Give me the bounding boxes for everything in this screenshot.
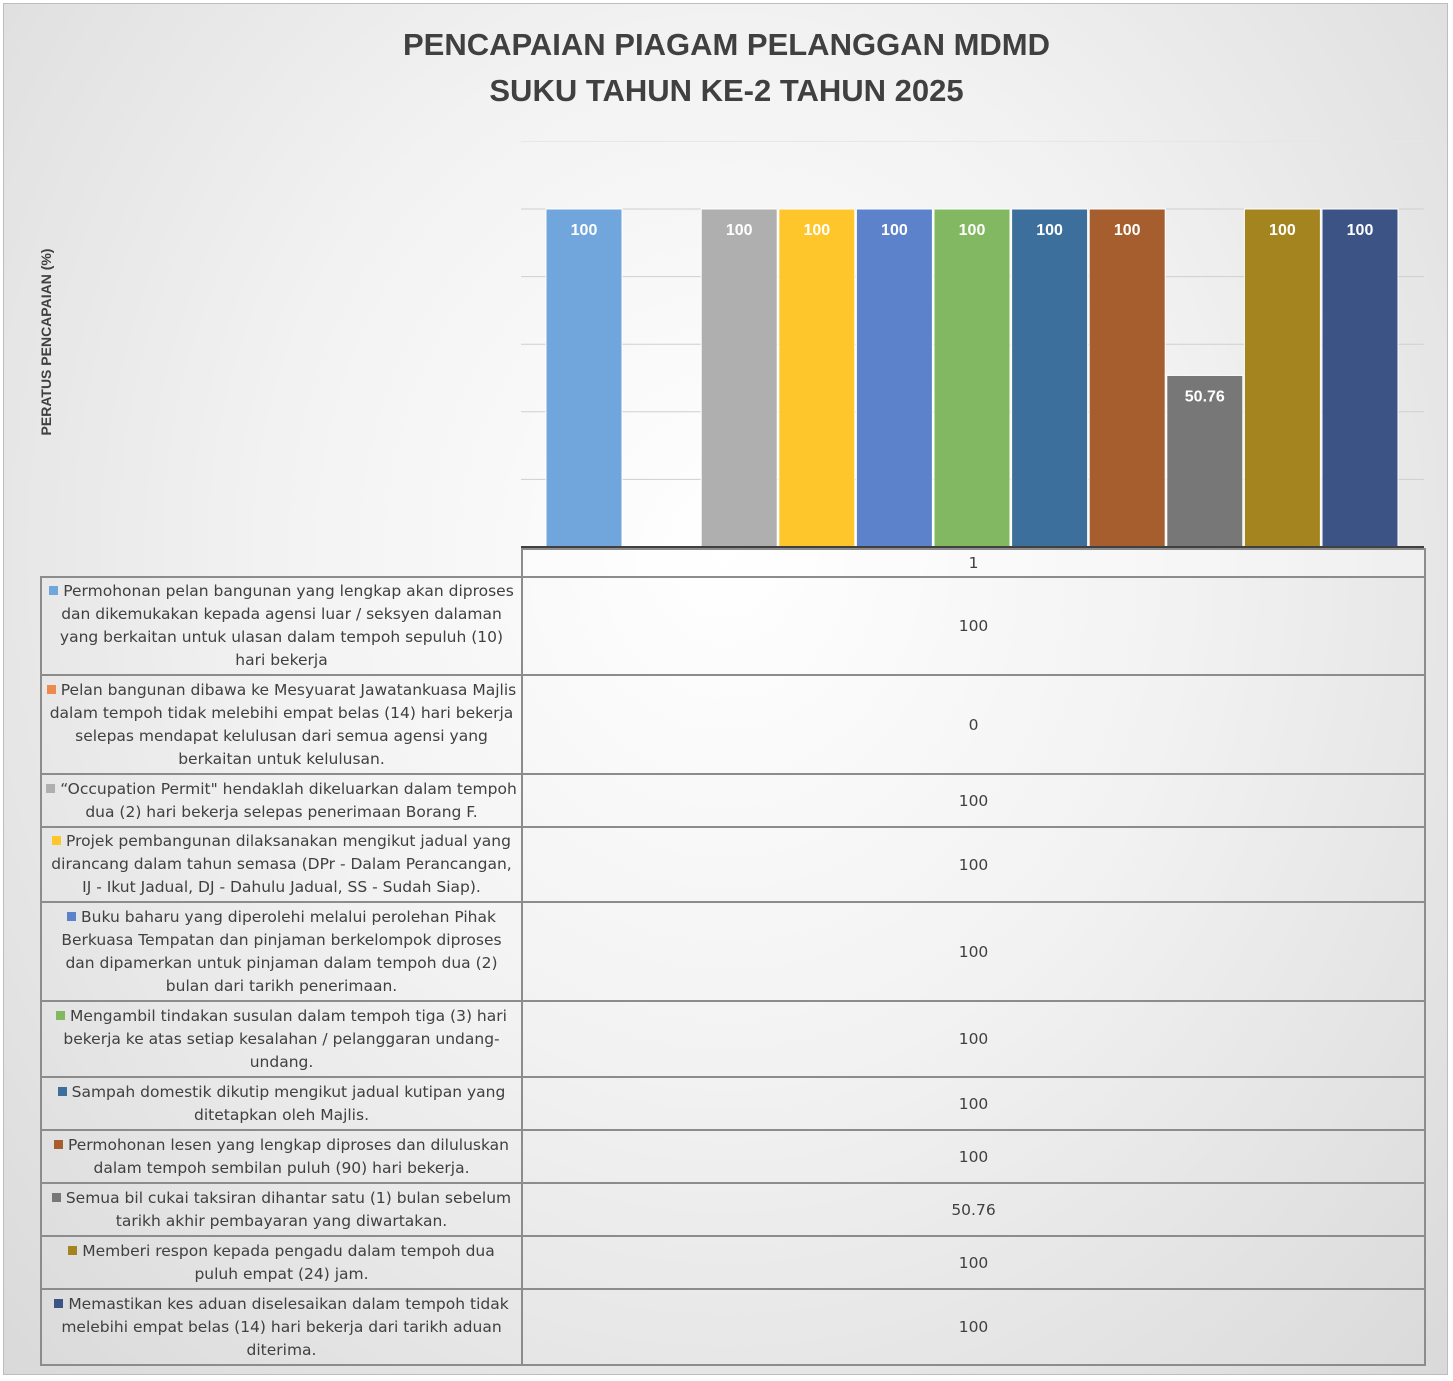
bar-value-label: 100 bbox=[958, 222, 986, 239]
series-name: Semua bil cukai taksiran dihantar satu (1) bulan sebelum tarikh akhir pembayaran yang diwartakan. bbox=[65, 1188, 512, 1230]
category-label: 1 bbox=[522, 549, 1425, 577]
series-legend-cell bbox=[41, 902, 522, 1001]
series-value: 100 bbox=[522, 827, 1425, 902]
legend-key-swatch bbox=[49, 586, 58, 595]
series-value: 100 bbox=[522, 902, 1425, 1001]
series-value: 100 bbox=[522, 1001, 1425, 1077]
legend-key-swatch bbox=[54, 1140, 63, 1149]
bar-value-label: 100 bbox=[1036, 222, 1063, 239]
series-name: Projek pembangunan dilaksanakan mengikut jadual yang dirancang dalam tahun semasa (DPr - Dalam Perancangan, IJ - Ikut Jadual, DJ - Dahulu Jadual, SS - Sudah Siap). bbox=[51, 832, 512, 896]
chart-title-line-1: PENCAPAIAN PIAGAM PELANGGAN MDMD bbox=[403, 27, 1050, 62]
series-name: “Occupation Permit" hendaklah dikeluarkan dalam tempoh dua (2) hari bekerja selepas penerimaan Borang F. bbox=[60, 779, 517, 821]
series-legend-cell bbox=[41, 1289, 522, 1365]
series-value: 100 bbox=[522, 1130, 1425, 1183]
series-legend-cell bbox=[41, 1130, 522, 1183]
legend-key-swatch bbox=[47, 685, 56, 694]
bar-value-label: 100 bbox=[803, 222, 831, 239]
series-legend-cell bbox=[41, 1077, 522, 1130]
bar bbox=[1322, 209, 1398, 547]
series-name: Memastikan kes aduan diselesaikan dalam tempoh tidak melebihi empat belas (14) hari bekerja dari tarikh aduan diterima. bbox=[61, 1294, 509, 1359]
bar-value-label: 100 bbox=[1269, 222, 1296, 239]
series-name: Permohonan pelan bangunan yang lengkap akan diproses dan dikemukakan kepada agensi luar / seksyen dalaman yang berkaitan untuk ulasan dalam tempoh sepuluh (10) hari bekerja bbox=[59, 582, 514, 669]
bar bbox=[1012, 209, 1088, 547]
table-row bbox=[41, 1183, 1425, 1236]
legend-key-swatch bbox=[58, 1087, 67, 1096]
bar bbox=[1089, 209, 1165, 547]
y-axis-label: PERATUS PENCAPAIAN (%) bbox=[38, 248, 54, 436]
bar-value-label: 50.76 bbox=[1184, 388, 1225, 406]
data-table bbox=[40, 548, 1426, 1366]
table-row bbox=[41, 1001, 1425, 1077]
series-legend-cell bbox=[41, 1001, 522, 1077]
series-legend-cell bbox=[41, 774, 522, 827]
series-value: 0 bbox=[522, 675, 1425, 774]
bar bbox=[856, 209, 932, 547]
legend-key-swatch bbox=[46, 784, 55, 793]
bar bbox=[1244, 209, 1320, 547]
series-legend-cell bbox=[41, 827, 522, 902]
bar bbox=[546, 209, 622, 547]
series-name: Mengambil tindakan susulan dalam tempoh tiga (3) hari bekerja ke atas setiap kesalahan / pelanggaran undang-undang. bbox=[63, 1006, 507, 1071]
bar-value-label: 100 bbox=[725, 222, 753, 239]
series-legend-cell bbox=[41, 675, 522, 774]
bar bbox=[779, 209, 855, 547]
table-row bbox=[41, 1289, 1425, 1365]
legend-key-swatch bbox=[54, 1299, 63, 1308]
series-value: 50.76 bbox=[522, 1183, 1425, 1236]
table-row bbox=[41, 675, 1425, 774]
series-legend-cell bbox=[41, 1183, 522, 1236]
table-header-row bbox=[41, 549, 1425, 577]
table-row bbox=[41, 1077, 1425, 1130]
table-corner bbox=[41, 549, 522, 577]
series-name: Permohonan lesen yang lengkap diproses dan diluluskan dalam tempoh sembilan puluh (90) hari bekerja. bbox=[67, 1135, 510, 1177]
series-name: Buku baharu yang diperolehi melalui perolehan Pihak Berkuasa Tempatan dan pinjaman berkelompok diproses dan dipamerkan untuk pinjaman dalam tempoh dua (2) bulan dari tarikh penerimaan. bbox=[61, 907, 502, 995]
series-value: 100 bbox=[522, 577, 1425, 675]
legend-key-swatch bbox=[68, 1246, 77, 1255]
bar bbox=[934, 209, 1010, 547]
table-row bbox=[41, 902, 1425, 1001]
series-value: 100 bbox=[522, 1236, 1425, 1289]
legend-key-swatch bbox=[52, 1193, 61, 1202]
series-name: Sampah domestik dikutip mengikut jadual kutipan yang ditetapkan oleh Majlis. bbox=[71, 1082, 506, 1124]
legend-key-swatch bbox=[67, 912, 76, 921]
bar bbox=[701, 209, 777, 547]
series-legend-cell bbox=[41, 577, 522, 675]
bar-value-label: 100 bbox=[1346, 222, 1374, 239]
series-name: Memberi respon kepada pengadu dalam tempoh dua puluh empat (24) jam. bbox=[82, 1241, 495, 1283]
legend-key-swatch bbox=[56, 1011, 65, 1020]
legend-key-swatch bbox=[52, 836, 61, 845]
bar-value-label: 100 bbox=[1113, 222, 1141, 239]
series-name: Pelan bangunan dibawa ke Mesyuarat Jawatankuasa Majlis dalam tempoh tidak melebihi empat belas (14) hari bekerja selepas mendapat kelulusan dari semua agensi yang berkaitan untuk kelulusan. bbox=[49, 680, 517, 768]
table-row bbox=[41, 827, 1425, 902]
bar-value-label: 100 bbox=[570, 222, 598, 239]
table-row bbox=[41, 1130, 1425, 1183]
chart-title-line-2: SUKU TAHUN KE-2 TAHUN 2025 bbox=[489, 73, 964, 108]
table-row bbox=[41, 1236, 1425, 1289]
series-value: 100 bbox=[522, 1077, 1425, 1130]
series-value: 100 bbox=[522, 774, 1425, 827]
series-value: 100 bbox=[522, 1289, 1425, 1365]
series-legend-cell bbox=[41, 1236, 522, 1289]
bar-value-label: 100 bbox=[881, 222, 908, 239]
table-row bbox=[41, 774, 1425, 827]
table-row bbox=[41, 577, 1425, 675]
